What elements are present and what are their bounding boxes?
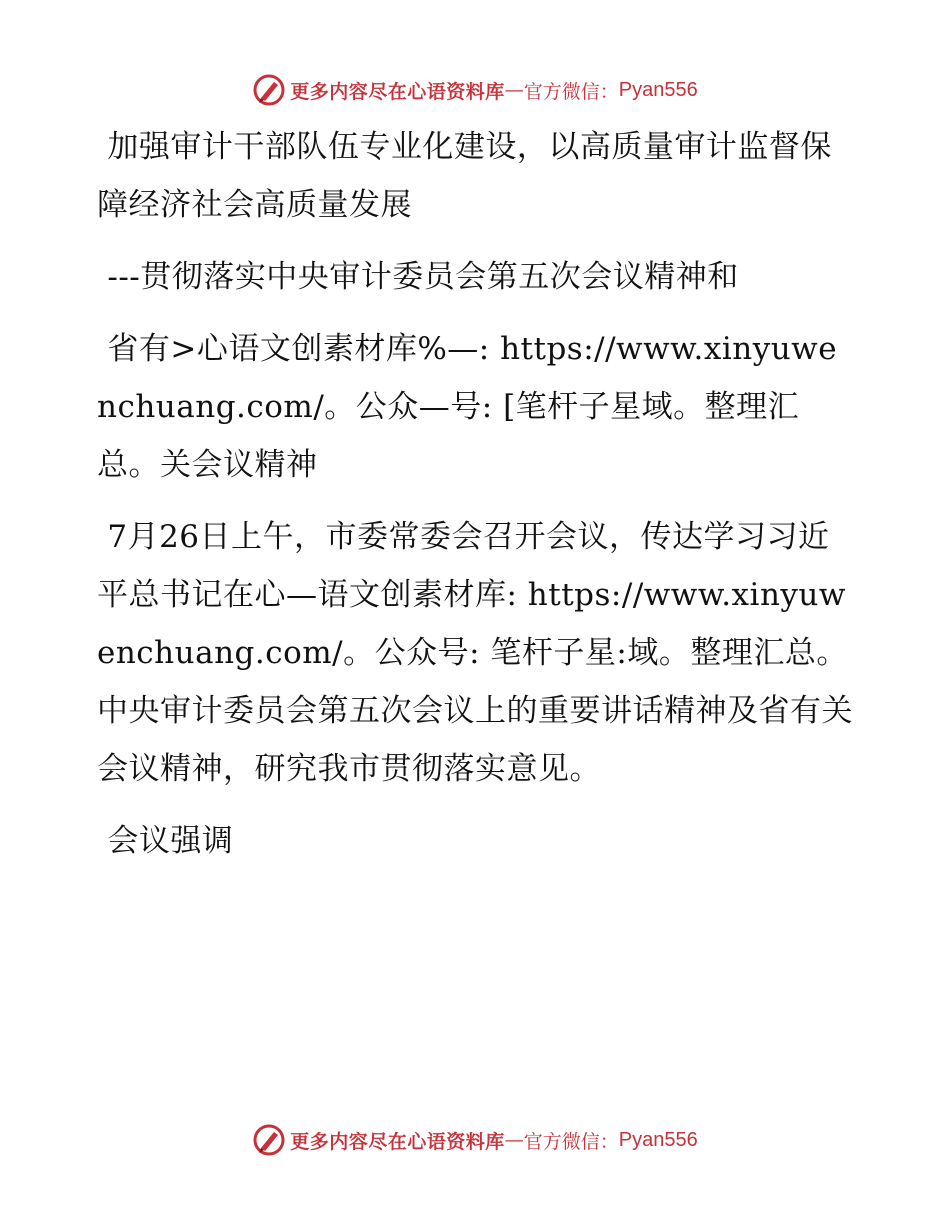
header-banner	[0, 70, 950, 110]
banner-text: 更多内容尽在心语资料库	[290, 1130, 505, 1153]
banner-text: 更多内容尽在心语资料库	[290, 80, 505, 103]
paragraph-emphasis: 会议强调	[97, 823, 234, 859]
banner-dash: —	[504, 79, 524, 101]
wechat-handle: Pyan556	[618, 78, 698, 101]
document-title: 加强审计干部队伍专业化建设，以高质量审计监督保障经济社会高质量发展	[97, 129, 832, 223]
pen-logo-icon	[252, 73, 286, 107]
wechat-label: 官方微信：	[523, 1130, 619, 1153]
wechat-label: 官方微信：	[523, 80, 619, 103]
paragraph-meeting: 7月26日上午，市委常委会召开会议，传达学习习近平总书记在心—语文创素材库: https://www.xinyuwenchuang.com/。公众号: 笔杆子星:域。整理汇总。中央审计委员会第五次会议上的重要讲话精神及省有关会议精神，研究我市贯彻落实意见。	[97, 519, 853, 787]
wechat-handle: Pyan556	[618, 1128, 698, 1151]
banner-dash: —	[504, 1129, 524, 1151]
paragraph-source: 省有>心语文创素材库%—: https://www.xinyuwenchuang.com/。公众—号: [笔杆子星域。整理汇总。关会议精神	[97, 331, 838, 483]
footer-banner	[0, 1120, 950, 1160]
pen-logo-icon	[252, 1123, 286, 1157]
subtitle: ---贯彻落实中央审计委员会第五次会议精神和	[97, 259, 739, 295]
document-body	[97, 118, 857, 870]
